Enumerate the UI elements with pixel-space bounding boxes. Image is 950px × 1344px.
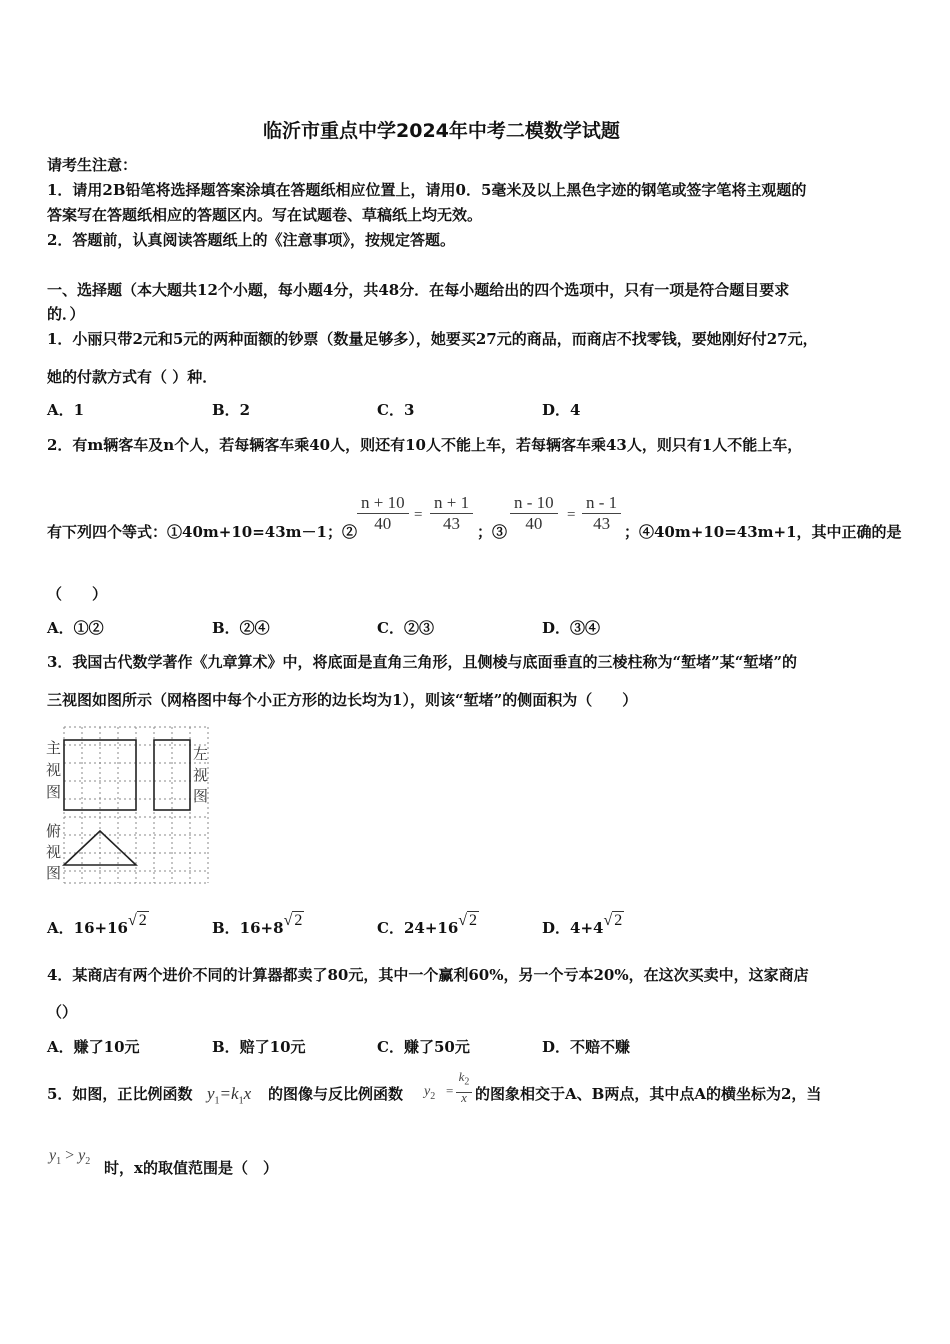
sqrt-expression <box>458 912 479 930</box>
formula-subscript: 2 <box>430 1090 436 1102</box>
q4-stem-line-2: （） <box>47 1003 78 1021</box>
sqrt-expression <box>603 912 624 930</box>
sqrt-symbol: √ <box>458 912 468 929</box>
top-view-label-2: 视 <box>46 843 62 861</box>
formula-subscript: 1 <box>56 1156 62 1168</box>
side-view-label-2: 视 <box>193 766 209 784</box>
fraction-denominator: 40 <box>525 514 543 533</box>
sqrt-radicand: 2 <box>614 912 623 929</box>
sqrt-symbol: √ <box>127 912 137 929</box>
sqrt-expression <box>284 912 305 930</box>
front-view-label-3: 图 <box>46 783 62 801</box>
formula-y: y <box>207 1084 215 1103</box>
formula-subscript: 1 <box>214 1095 220 1107</box>
option-prefix: A．16+16 <box>47 919 128 937</box>
section-heading-line-2: 的．） <box>47 305 85 323</box>
top-view-label-1: 俯 <box>46 822 62 840</box>
q2-answer-blank: （ ） <box>47 585 108 603</box>
section-heading-line-1: 一、选择题（本大题共12个小题，每小题4分，共48分．在每小题给出的四个选项中，只有一项是符合题目要求 <box>47 281 790 299</box>
top-view-label-3: 图 <box>46 864 62 882</box>
formula-y: y <box>424 1084 431 1099</box>
notice-line-1: 1．请用2B铅笔将选择题答案涂填在答题纸相应位置上，请用0．5毫米及以上黑色字迹的钢笔或签字笔将主观题的 <box>47 181 807 199</box>
formula-subscript: 2 <box>85 1156 91 1168</box>
sqrt-symbol: √ <box>603 912 613 929</box>
q2-separator-3: ；③ <box>477 523 508 541</box>
q1-stem-line-1: 1．小丽只带2元和5元的两种面额的钞票（数量足够多），她要买27元的商品，而商店不找零钱，要她刚好付27元， <box>47 330 818 348</box>
q1-option-d[interactable]: D．4 <box>542 401 581 419</box>
option-prefix: B．16+8 <box>212 919 284 937</box>
q5-stem-part-b: 的图像与反比例函数 <box>268 1085 404 1103</box>
front-view-label-2: 视 <box>46 761 62 779</box>
fraction-denominator: 43 <box>443 514 461 533</box>
q2-option-d[interactable]: D．③④ <box>542 619 601 637</box>
q2-option-b[interactable]: B．②④ <box>212 619 270 637</box>
sqrt-radicand: 2 <box>294 912 303 929</box>
q3-option-a[interactable] <box>47 912 149 938</box>
notice-heading: 请考生注意： <box>47 156 138 174</box>
q5-stem-part-a: 5．如图，正比例函数 <box>47 1085 193 1103</box>
q1-stem-line-2: 她的付款方式有（ ）种． <box>47 368 218 386</box>
q4-stem-line-1: 4．某商店有两个进价不同的计算器都卖了80元，其中一个赢利60%，另一个亏本20%，在这次买卖中，这家商店 <box>47 966 809 984</box>
formula-greater-than: > <box>61 1147 79 1164</box>
q2-equals-sign-2: = <box>414 507 423 523</box>
formula-x: x <box>243 1084 252 1103</box>
notice-line-2: 答案写在答题纸相应的答题区内。写在试题卷、草稿纸上均无效。 <box>47 206 483 224</box>
q2-stem-line-1: 2．有m辆客车及n个人，若每辆客车乘40人，则还有10人不能上车，若每辆客车乘43人，则只有1人不能上车， <box>47 436 803 454</box>
fraction-numerator: n - 10 <box>510 493 558 514</box>
q2-option-c[interactable]: C．②③ <box>377 619 434 637</box>
q5-stem-part-d: 时，x的取值范围是（ ） <box>104 1159 278 1177</box>
q1-option-c[interactable]: C．3 <box>377 401 415 419</box>
option-prefix: D．4+4 <box>542 919 604 937</box>
q2-option-a[interactable]: A．①② <box>47 619 104 637</box>
q3-option-d[interactable] <box>542 912 624 938</box>
formula-x: x <box>461 1090 467 1105</box>
fraction-numerator: n + 1 <box>430 493 473 514</box>
q1-option-b[interactable]: B．2 <box>212 401 251 419</box>
q1-option-a[interactable]: A．1 <box>47 401 85 419</box>
front-view-label-1: 主 <box>46 739 62 757</box>
q4-option-d[interactable]: D．不赔不赚 <box>542 1038 631 1056</box>
fraction-numerator: n - 1 <box>582 493 621 514</box>
q2-equals-sign-3: = <box>567 507 576 523</box>
q5-condition <box>49 1147 90 1167</box>
formula-y: y <box>78 1147 86 1164</box>
sqrt-expression <box>128 912 149 930</box>
q2-equations-part-a: 有下列四个等式：①40m+10=43m－1；② <box>47 523 357 541</box>
formula-y: y <box>49 1147 57 1164</box>
q3-stem-line-2: 三视图如图所示（网格图中每个小正方形的边长均为1），则该“堑堵”的侧面积为（ ） <box>47 691 638 709</box>
q2-fraction-2-left <box>357 493 409 534</box>
side-view-label-3: 图 <box>193 787 209 805</box>
formula-k: k <box>458 1069 465 1084</box>
q4-option-c[interactable]: C．赚了50元 <box>377 1038 470 1056</box>
option-prefix: C．24+16 <box>377 919 459 937</box>
formula-equals: = <box>446 1083 454 1098</box>
q3-stem-line-1: 3．我国古代数学著作《九章算术》中，将底面是直角三角形，且侧棱与底面垂直的三棱柱称为“堑堵”某“堑堵”的 <box>47 653 797 671</box>
notice-line-3: 2．答题前，认真阅读答题纸上的《注意事项》，按规定答题。 <box>47 231 455 249</box>
formula-k: =k <box>219 1084 239 1103</box>
q3-option-b[interactable] <box>212 912 304 938</box>
q3-option-c[interactable] <box>377 912 479 938</box>
fraction-denominator: 43 <box>593 514 611 533</box>
fraction-denominator: 40 <box>374 514 392 533</box>
sqrt-radicand: 2 <box>138 912 147 929</box>
q4-option-b[interactable]: B．赔了10元 <box>212 1038 306 1056</box>
q2-fraction-3-right <box>582 493 621 534</box>
q4-option-a[interactable]: A．赚了10元 <box>47 1038 140 1056</box>
formula-subscript: 1 <box>238 1095 244 1107</box>
fraction-numerator: n + 10 <box>357 493 409 514</box>
page-title: 临沂市重点中学2024年中考二模数学试题 <box>263 120 620 142</box>
q5-formula-y1 <box>207 1084 251 1106</box>
q2-equations-part-b: ；④40m+10=43m+1，其中正确的是 <box>624 523 902 541</box>
q2-fraction-3-left <box>510 493 558 534</box>
sqrt-radicand: 2 <box>469 912 478 929</box>
q2-fraction-2-right <box>430 493 473 534</box>
q5-stem-part-c: 的图象相交于A、B两点，其中点A的横坐标为2，当 <box>475 1085 822 1103</box>
sqrt-symbol: √ <box>283 912 293 929</box>
three-view-figure <box>42 723 217 888</box>
side-view-label-1: 左 <box>193 745 209 763</box>
formula-subscript: 2 <box>464 1076 470 1088</box>
